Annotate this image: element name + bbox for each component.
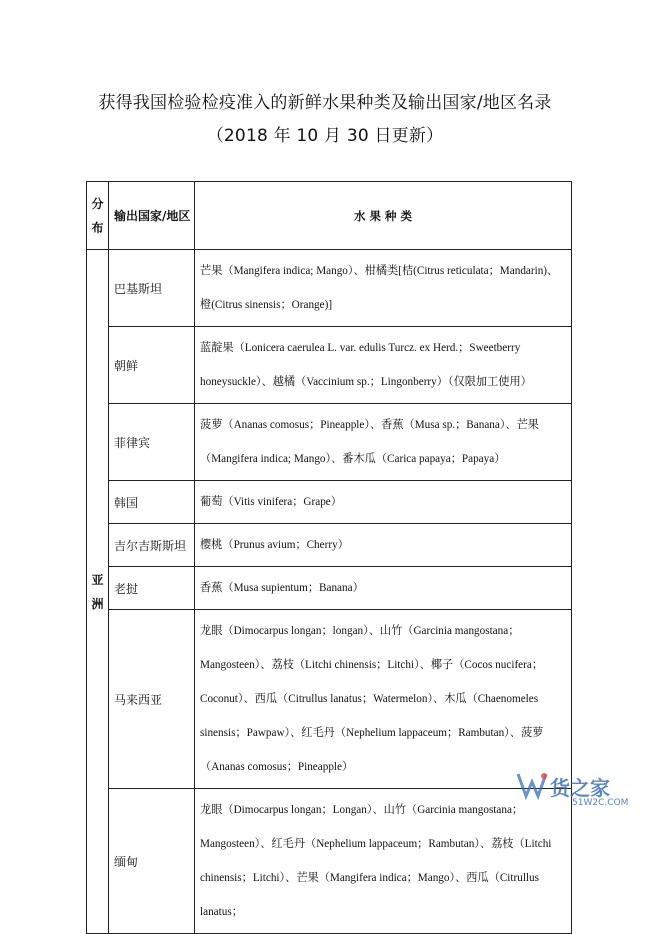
country-cell: 韩国 — [109, 481, 195, 524]
page-subtitle-date: （2018 年 10 月 30 日更新） — [206, 126, 444, 146]
fruit-cell: 葡萄（Vitis vinifera；Grape） — [195, 481, 572, 524]
table-row — [87, 567, 572, 610]
fruit-cell: 芒果（Mangifera indica; Mango）、柑橘类[桔(Citrus reticulata；Mandarin)、橙(Citrus sinensis；Orange)] — [195, 250, 572, 327]
header-region-label: 分布 — [91, 196, 104, 235]
table-row — [87, 250, 572, 327]
fruit-cell: 菠萝（Ananas comosus；Pineapple）、香蕉（Musa sp.；Banana）、芒果（Mangifera indica; Mango）、番木瓜（Carica papaya；Papaya） — [195, 404, 572, 481]
fruit-table — [86, 181, 572, 934]
header-country: 输出国家/地区 — [109, 182, 195, 250]
country-cell: 吉尔吉斯斯坦 — [109, 524, 195, 567]
country-cell: 马来西亚 — [109, 610, 195, 789]
fruit-cell: 樱桃（Prunus avium；Cherry） — [195, 524, 572, 567]
table-row — [87, 524, 572, 567]
watermark-url: 51W2C.COM — [572, 798, 629, 808]
watermark — [512, 766, 642, 822]
fruit-cell: 蓝靛果（Lonicera caerulea L. var. edulis Turcz. ex Herd.；Sweetberry honeysuckle）、越橘（Vaccinium sp.；Lingonberry）（仅限加工使用） — [195, 327, 572, 404]
fruit-cell: 香蕉（Musa supientum；Banana） — [195, 567, 572, 610]
table-row — [87, 327, 572, 404]
country-cell: 巴基斯坦 — [109, 250, 195, 327]
table-row — [87, 481, 572, 524]
page-title: 获得我国检验检疫准入的新鲜水果种类及输出国家/地区名录 — [98, 93, 552, 113]
table-row — [87, 404, 572, 481]
table-header-row — [87, 182, 572, 250]
header-region — [87, 182, 109, 250]
region-cell — [87, 250, 109, 934]
country-cell: 老挝 — [109, 567, 195, 610]
watermark-logo-icon — [512, 766, 552, 806]
table-row — [87, 610, 572, 789]
country-cell: 菲律宾 — [109, 404, 195, 481]
watermark-name: 货之家 — [550, 776, 610, 800]
fruit-cell: 龙眼（Dimocarpus longan；Longan）、山竹（Garcinia mangostana；Mangosteen）、红毛丹（Nephelium lappaceum；Rambutan）、荔枝（Litchi chinensis；Litchi）、芒果（Mangifera indica；Mango）、西瓜（Citrullus lanatus； — [195, 789, 572, 934]
country-cell: 缅甸 — [109, 789, 195, 934]
table-row — [87, 789, 572, 934]
header-fruit: 水 果 种 类 — [195, 182, 572, 250]
fruit-cell: 龙眼（Dimocarpus longan；longan）、山竹（Garcinia mangostana；Mangosteen）、荔枝（Litchi chinensis；Litchi）、椰子（Cocos nucifera；Coconut）、西瓜（Citrullus lanatus；Watermelon）、木瓜（Chaenomeles sinensis；Pawpaw）、红毛丹（Nephelium lappaceum；Rambutan）、菠萝（Ananas comosus；Pineapple） — [195, 610, 572, 789]
region-label: 亚洲 — [91, 572, 104, 611]
country-cell: 朝鲜 — [109, 327, 195, 404]
